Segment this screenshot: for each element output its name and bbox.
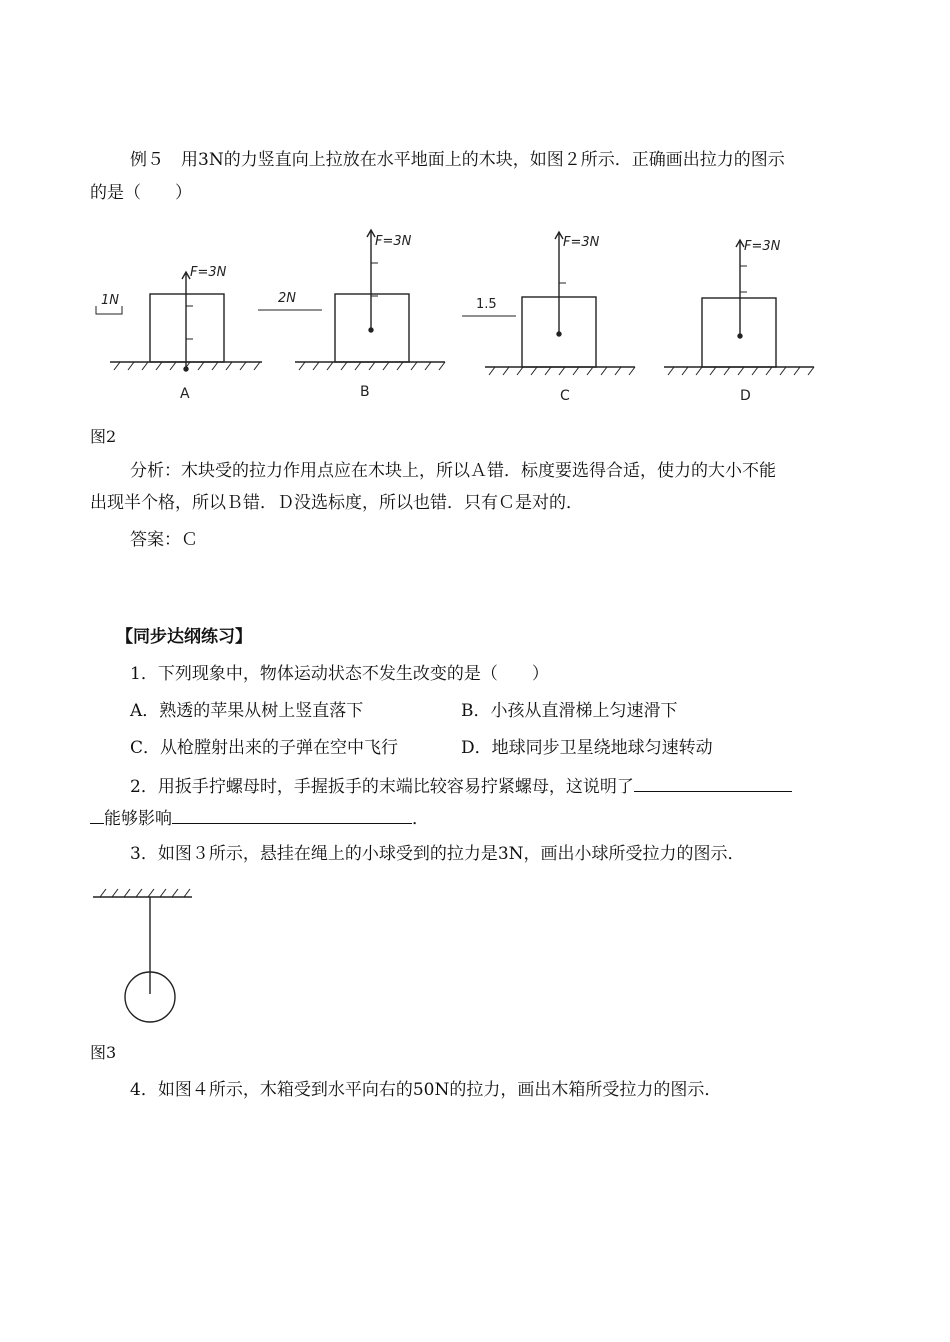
option-a-diagram: [96, 272, 262, 371]
option-a-label: A: [180, 386, 190, 402]
question-2-text-1: 2．用扳手拧螺母时，手握扳手的末端比较容易拧紧螺母，这说明了: [130, 777, 634, 797]
option-d-label: D: [740, 388, 751, 404]
option-b-label: B: [360, 384, 370, 400]
question-4-stem: 4．如图４所示，木箱受到水平向右的50N的拉力，画出木箱所受拉力的图示．: [130, 1080, 722, 1100]
question-2-blank-2[interactable]: [172, 805, 412, 824]
answer: 答案：Ｃ: [130, 530, 198, 550]
question-1-option-c: C．从枪膛射出来的子弹在空中飞行: [130, 738, 399, 758]
analysis-line1: 分析：木块受的拉力作用点应在木块上，所以Ａ错．标度要选得合适，使力的大小不能: [130, 461, 776, 481]
option-c-scale-label: 1.5: [476, 297, 497, 312]
question-2-text-2: 能够影响: [104, 809, 172, 829]
question-2-blank-1-continued[interactable]: [90, 805, 104, 824]
question-1-option-d: D．地球同步卫星绕地球匀速转动: [461, 738, 713, 758]
figure-3: [90, 880, 200, 1030]
option-c-force-label: F=3N: [563, 235, 600, 250]
question-2-line2: [90, 805, 429, 831]
figure-2: [90, 222, 830, 412]
figure-2-caption: 图2: [90, 427, 117, 446]
option-b-force-label: F=3N: [375, 234, 412, 249]
option-a-force-label: F=3N: [190, 265, 227, 280]
option-c-label: C: [560, 388, 570, 404]
option-b-scale-label: 2N: [278, 291, 296, 306]
question-2-line1: [130, 773, 792, 799]
example5-line1: 例５ 用3N的力竖直向上拉放在水平地面上的木块，如图２所示．正确画出拉力的图示: [130, 150, 785, 170]
question-2-blank-1[interactable]: [634, 773, 792, 792]
question-1-stem: 1．下列现象中，物体运动状态不发生改变的是（ ）: [130, 664, 549, 684]
question-2-text-3: ．: [412, 809, 429, 829]
question-1-option-a: A．熟透的苹果从树上竖直落下: [130, 701, 364, 721]
example5-line2: 的是（ ）: [90, 183, 192, 203]
option-d-force-label: F=3N: [744, 239, 781, 254]
analysis-line2: 出现半个格，所以Ｂ错．Ｄ没选标度，所以也错．只有Ｃ是对的．: [90, 493, 583, 513]
option-a-scale-label: 1N: [101, 293, 119, 308]
option-d-diagram: [664, 240, 814, 375]
practice-heading: 【同步达纲练习】: [116, 627, 252, 647]
question-3-stem: 3．如图３所示，悬挂在绳上的小球受到的拉力是3N，画出小球所受拉力的图示．: [130, 844, 745, 864]
question-1-option-b: B．小孩从直滑梯上匀速滑下: [461, 701, 678, 721]
figure-3-caption: 图3: [90, 1043, 117, 1062]
